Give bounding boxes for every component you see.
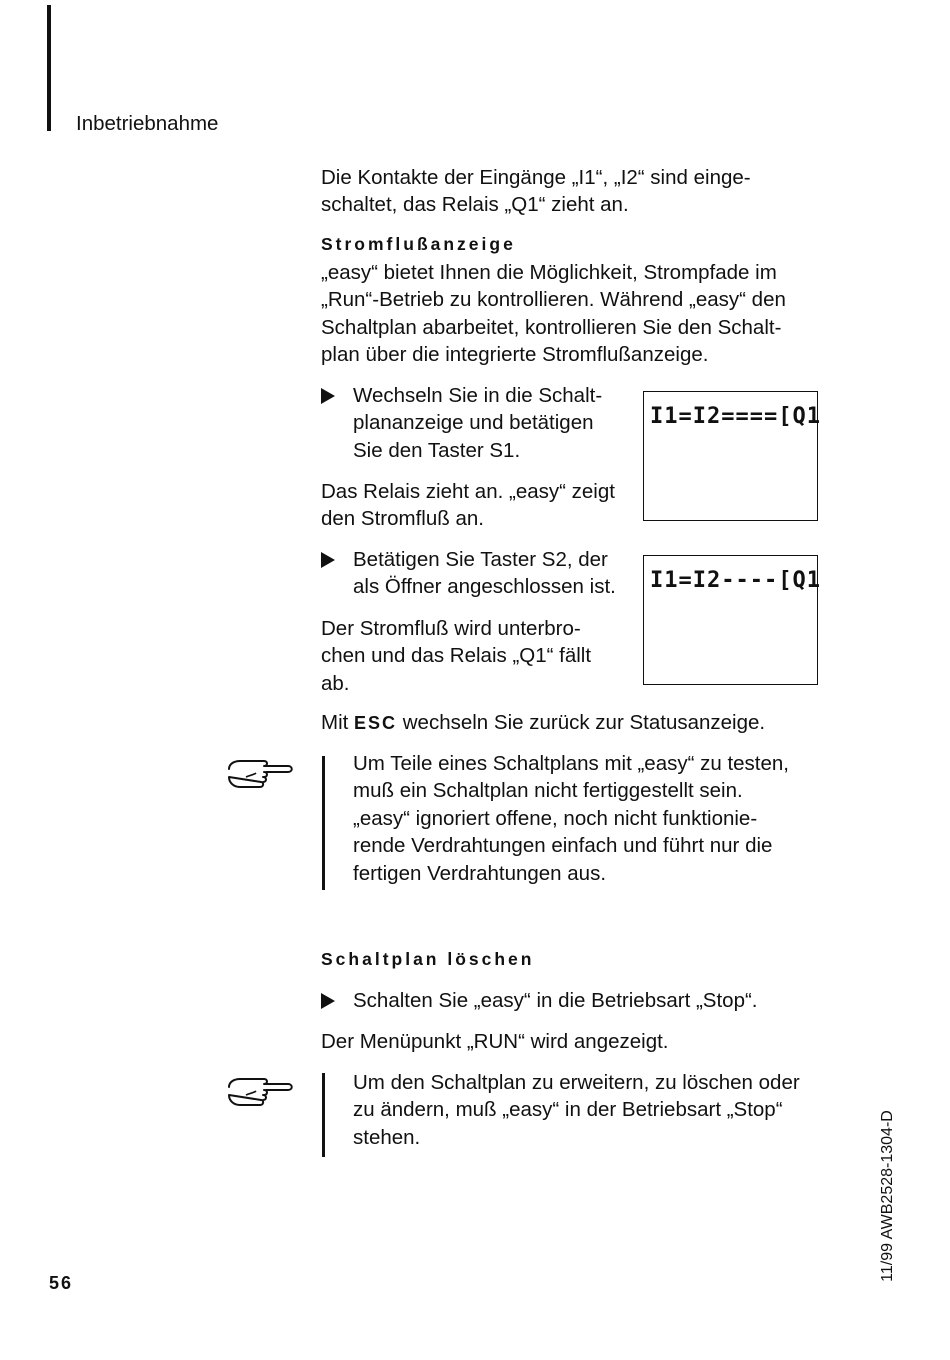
loeschen-step: Schalten Sie „easy“ in die Betriebsart „Stop“. xyxy=(353,989,758,1012)
esc-key: ESC xyxy=(354,713,398,733)
stromfluss-paragraph xyxy=(321,259,786,369)
step-line: Betätigen Sie Taster S2, der xyxy=(353,548,608,571)
note-line: fertigen Verdrahtungen aus. xyxy=(353,861,607,885)
lcd-circuit-line: I1=I2----[Q1 xyxy=(650,568,821,593)
step1-text xyxy=(353,382,602,464)
step-bullet-icon xyxy=(321,388,335,404)
paragraph-line: plan über die integrierte Stromflußanzeige. xyxy=(321,343,709,367)
result2-text xyxy=(321,615,591,697)
stromfluss-heading: Stromflußanzeige xyxy=(321,234,516,254)
step2-text xyxy=(353,546,616,601)
result-line: Das Relais zieht an. „easy“ zeigt xyxy=(321,480,615,503)
section-title: Inbetriebnahme xyxy=(76,112,219,135)
result-line: ab. xyxy=(321,671,350,695)
esc-instruction xyxy=(321,709,765,737)
loeschen-heading: Schaltplan löschen xyxy=(321,949,535,969)
esc-prefix: Mit xyxy=(321,711,355,734)
note-margin-bar xyxy=(322,756,325,890)
step-line: Sie den Taster S1. xyxy=(353,438,521,462)
intro-paragraph xyxy=(321,164,751,219)
pointing-hand-icon xyxy=(226,1073,296,1113)
lcd-circuit-line: I1=I2====[Q1 xyxy=(650,404,821,429)
page-number: 56 xyxy=(49,1273,74,1293)
paragraph-line: Schaltplan abarbeitet, kontrollieren Sie den Schalt- xyxy=(321,315,782,339)
esc-suffix: wechseln Sie zurück zur Statusanzeige. xyxy=(397,711,766,734)
note1-text xyxy=(353,750,789,887)
note-line: Um den Schaltplan zu erweitern, zu löschen oder xyxy=(353,1071,800,1094)
note-margin-bar xyxy=(322,1073,325,1157)
note-line: zu ändern, muß „easy“ in der Betriebsart „Stop“ xyxy=(353,1098,783,1122)
note-line: Um Teile eines Schaltplans mit „easy“ zu testen, xyxy=(353,752,790,775)
paragraph-line: „Run“-Betrieb zu kontrollieren. Während „easy“ den xyxy=(321,288,786,312)
note-line: muß ein Schaltplan nicht fertiggestellt sein. xyxy=(353,779,743,803)
loeschen-result: Der Menüpunkt „RUN“ wird angezeigt. xyxy=(321,1030,669,1053)
note-line: rende Verdrahtungen einfach und führt nur die xyxy=(353,834,773,858)
result-line: Der Stromfluß wird unterbro- xyxy=(321,617,581,640)
step-line: plananzeige und betätigen xyxy=(353,411,594,435)
document-id: 11/99 AWB2528-1304-D xyxy=(879,1110,896,1282)
lcd-display-interrupted-flow xyxy=(643,555,821,685)
intro-line: Die Kontakte der Eingänge „I1“, „I2“ sind einge- xyxy=(321,166,751,189)
result-line: den Stromfluß an. xyxy=(321,507,484,531)
pointing-hand-icon xyxy=(226,755,296,795)
intro-line: schaltet, das Relais „Q1“ zieht an. xyxy=(321,193,629,217)
note2-text xyxy=(353,1069,800,1151)
result-line: chen und das Relais „Q1“ fällt xyxy=(321,644,592,668)
step-bullet-icon xyxy=(321,552,335,568)
step-bullet-icon xyxy=(321,993,335,1009)
note-line: „easy“ ignoriert offene, noch nicht funktionie- xyxy=(353,806,758,830)
paragraph-line: „easy“ bietet Ihnen die Möglichkeit, Strompfade im xyxy=(321,261,777,284)
step-line: als Öffner angeschlossen ist. xyxy=(353,575,616,599)
lcd-display-current-flow xyxy=(643,391,821,521)
header-margin-bar xyxy=(47,5,51,131)
result1-text xyxy=(321,478,615,533)
note-line: stehen. xyxy=(353,1125,421,1149)
step-line: Wechseln Sie in die Schalt- xyxy=(353,384,603,407)
